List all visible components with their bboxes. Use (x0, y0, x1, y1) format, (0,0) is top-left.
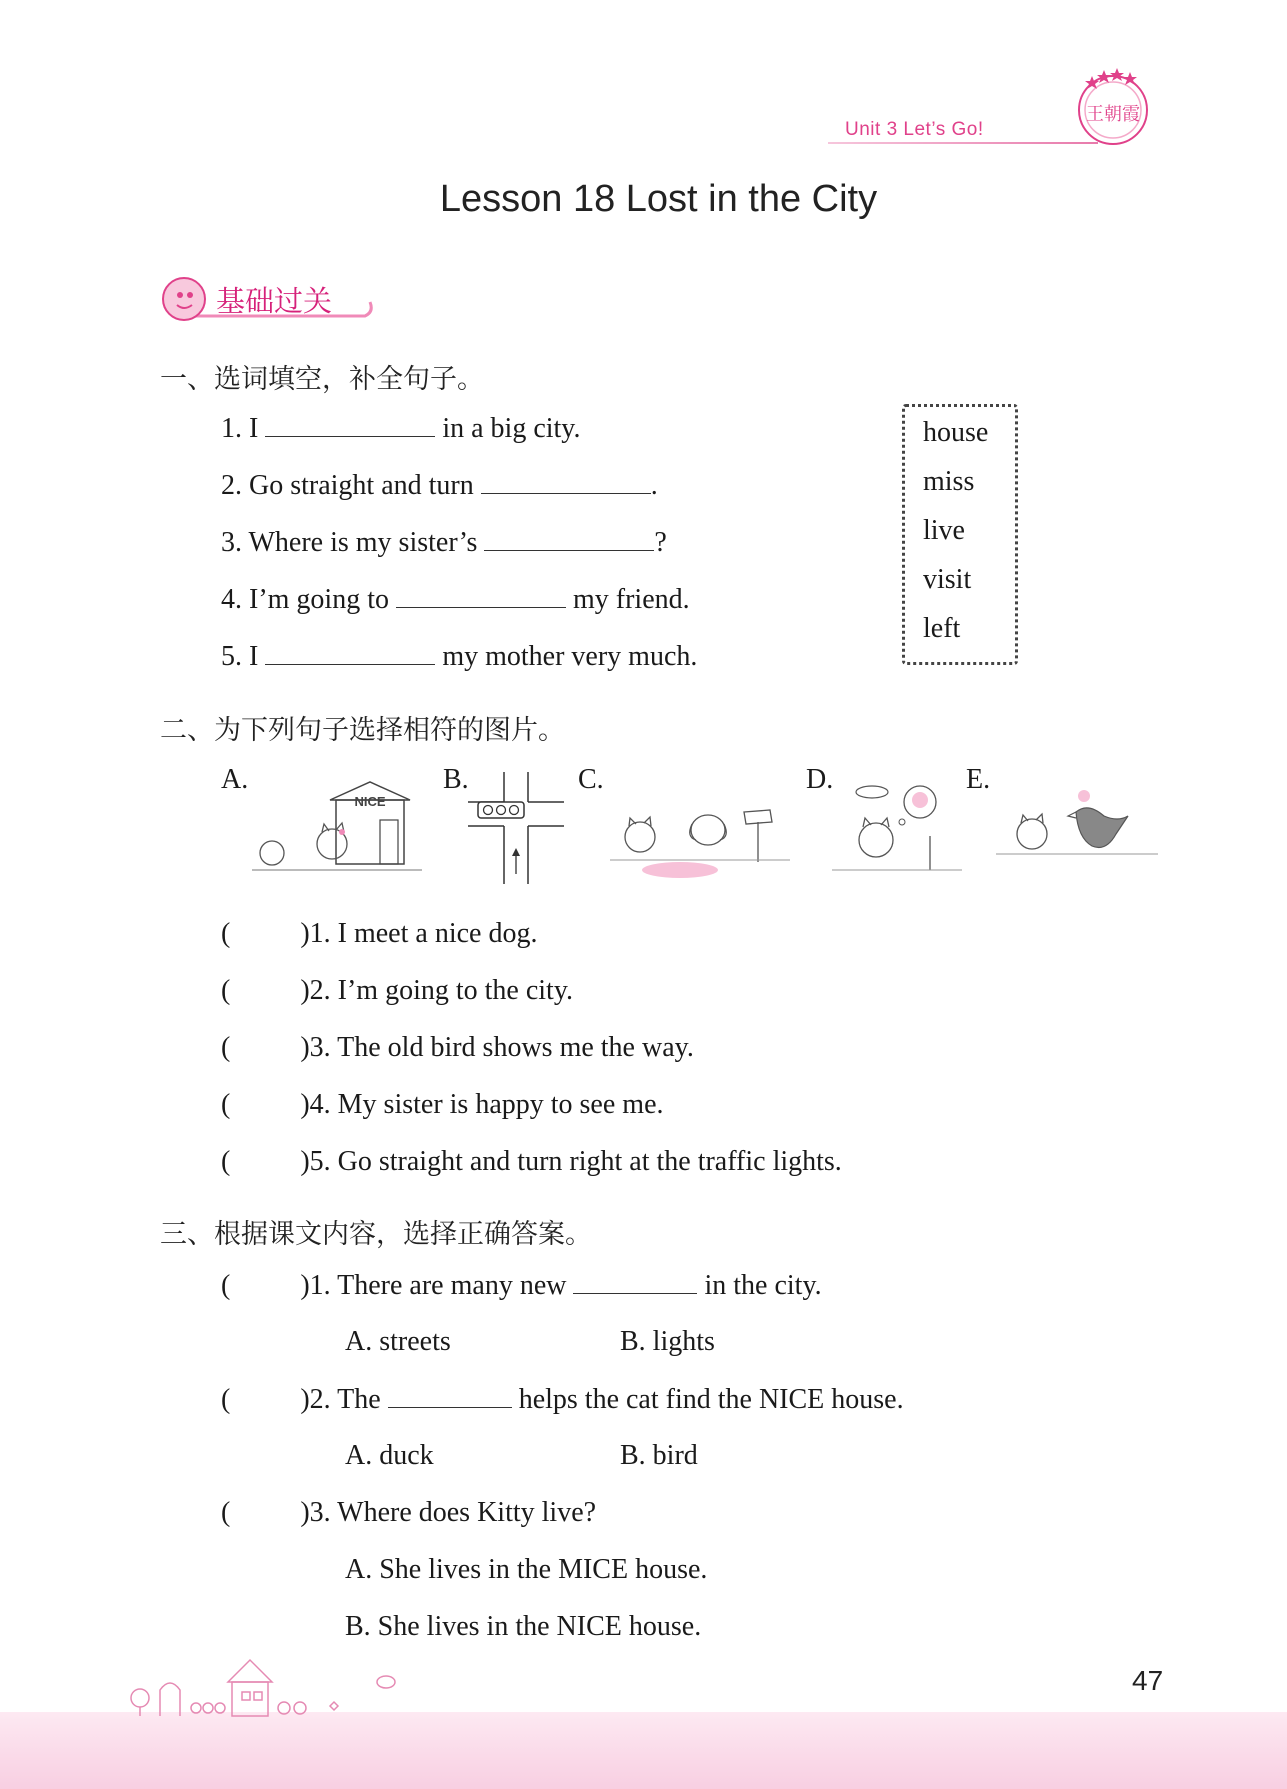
picture-c-cat-dog[interactable] (610, 782, 790, 880)
part3-q1-option-a[interactable]: A. streets (345, 1326, 451, 1357)
answer-blank[interactable] (573, 1269, 697, 1294)
part2-item-1: ( )1. I meet a nice dog. (221, 918, 538, 949)
part1-item-1: 1. I in a big city. (221, 413, 581, 444)
part1-item-4: 4. I’m going to my friend. (221, 584, 690, 615)
logo-text: 王朝霞 (1086, 104, 1140, 125)
picture-label-a: A. (221, 764, 249, 795)
part3-q1-option-b[interactable]: B. lights (620, 1326, 715, 1357)
part1-item-2: 2. Go straight and turn . (221, 470, 658, 501)
page-number: 47 (1132, 1665, 1164, 1696)
part3-q3-option-b[interactable]: B. She lives in the NICE house. (345, 1611, 702, 1642)
answer-blank[interactable] (481, 469, 651, 494)
part1-item-5: 5. I my mother very much. (221, 641, 698, 672)
answer-blank[interactable] (396, 583, 566, 608)
part2-item-3: ( )3. The old bird shows me the way. (221, 1032, 694, 1063)
answer-paren[interactable]: ( (221, 1270, 231, 1301)
picture-label-c: C. (578, 764, 604, 795)
word-bank-item: live (923, 515, 965, 546)
word-bank-item: visit (923, 564, 972, 595)
part2-heading: 二、为下列句子选择相符的图片。 (160, 715, 565, 746)
part3-heading: 三、根据课文内容，选择正确答案。 (160, 1219, 592, 1250)
answer-paren[interactable]: ( (221, 1089, 231, 1120)
answer-paren[interactable]: ( (221, 1384, 231, 1415)
word-bank-item: left (923, 613, 961, 644)
nice-sign: NICE (354, 794, 386, 809)
word-bank (902, 404, 1018, 665)
part3-q2-option-a[interactable]: A. duck (345, 1440, 434, 1471)
picture-label-d: D. (806, 764, 834, 795)
answer-blank[interactable] (265, 640, 435, 665)
part1-heading: 一、选词填空，补全句子。 (160, 364, 484, 395)
part3-q1: ( )1. There are many new in the city. (221, 1270, 822, 1301)
header-divider (828, 142, 1098, 144)
part2-item-2: ( )2. I’m going to the city. (221, 975, 574, 1006)
picture-d-cat-thinking[interactable] (832, 778, 962, 878)
lesson-title: Lesson 18 Lost in the City (439, 178, 878, 220)
town-doodle-icon (124, 1648, 424, 1718)
part2-item-5: ( )5. Go straight and turn right at the traffic lights. (221, 1146, 842, 1177)
picture-label-b: B. (443, 764, 469, 795)
part3-q2-option-b[interactable]: B. bird (620, 1440, 698, 1471)
answer-paren[interactable]: ( (221, 1032, 231, 1063)
word-bank-item: miss (923, 466, 975, 497)
part3-q2: ( )2. The helps the cat find the NICE house. (221, 1384, 904, 1415)
part2-item-4: ( )4. My sister is happy to see me. (221, 1089, 664, 1120)
picture-a-cat-house[interactable] (252, 778, 422, 878)
section-label: 基础过关 (216, 284, 333, 318)
answer-paren[interactable]: ( (221, 975, 231, 1006)
answer-paren[interactable]: ( (221, 1497, 231, 1528)
picture-b-traffic-lights[interactable] (468, 772, 564, 884)
answer-blank[interactable] (484, 526, 654, 551)
answer-blank[interactable] (265, 412, 435, 437)
answer-blank[interactable] (388, 1383, 512, 1408)
footer-band (0, 1712, 1287, 1789)
word-bank-item: house (923, 417, 989, 448)
part3-q3-option-a[interactable]: A. She lives in the MICE house. (345, 1554, 708, 1585)
picture-label-e: E. (966, 764, 991, 795)
answer-paren[interactable]: ( (221, 1146, 231, 1177)
answer-paren[interactable]: ( (221, 918, 231, 949)
part3-q3: ( )3. Where does Kitty live? (221, 1497, 597, 1528)
part1-item-3: 3. Where is my sister’s ? (221, 527, 667, 558)
brand-logo-icon (1072, 62, 1154, 154)
unit-header: Unit 3 Let’s Go! (845, 119, 984, 140)
picture-e-cat-bird[interactable] (996, 782, 1158, 880)
